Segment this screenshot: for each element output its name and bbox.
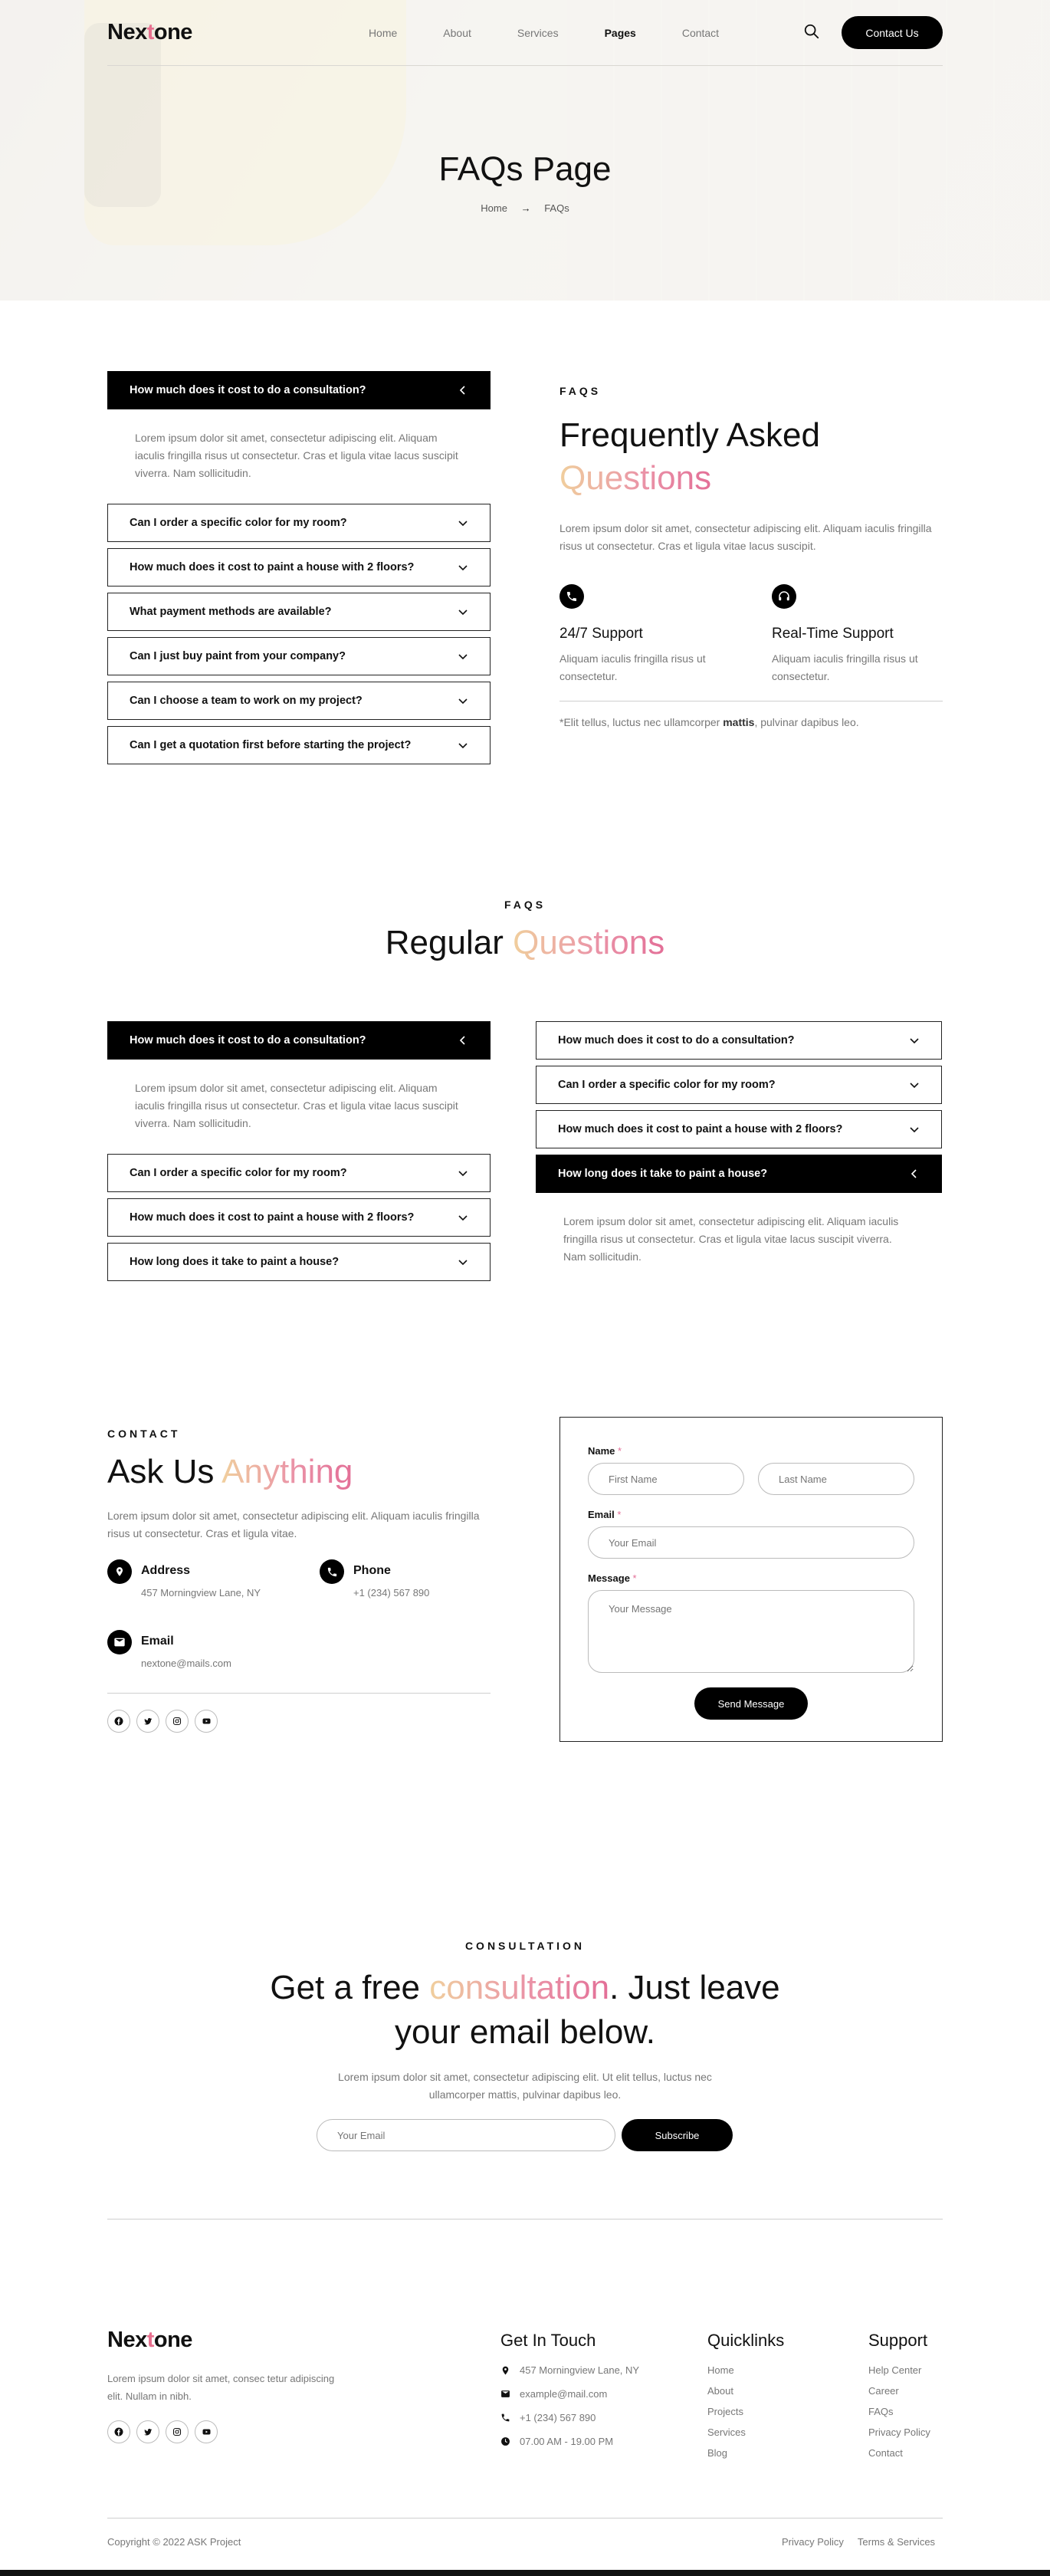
email-icon [500, 2389, 510, 2399]
accordion-answer: Lorem ipsum dolor sit amet, consectetur adipiscing elit. Aliquam iaculis fringilla risus ut consectetur. Cras et ligula vitae lacus suscipit viverra. Nam sollicitudin. [135, 432, 458, 479]
footer-link-faqs[interactable]: FAQs [868, 2406, 894, 2417]
page-title: FAQs Page [438, 150, 612, 188]
search-icon[interactable] [803, 23, 820, 40]
accordion-item[interactable]: Can I get a quotation first before starting the project? [107, 726, 491, 764]
phone-icon [500, 2413, 510, 2423]
contact-form [559, 1417, 943, 1742]
faq-accordion-left [107, 1021, 491, 1287]
faq-accordion-right [536, 1021, 942, 1287]
hero-banner [0, 0, 1050, 301]
section-eyebrow: CONTACT [107, 1428, 181, 1440]
footer-address: 457 Morningview Lane, NY [500, 2364, 669, 2376]
section-title: Frequently Asked Questions [559, 416, 820, 497]
chevron-down-icon [458, 1212, 468, 1223]
accordion-item[interactable]: How long does it take to paint a house? [107, 1243, 491, 1281]
footer-social-links [107, 2420, 337, 2443]
section-eyebrow: FAQS [504, 899, 546, 911]
footer-link-home[interactable]: Home [707, 2364, 734, 2376]
breadcrumb-home[interactable]: Home [481, 202, 507, 214]
youtube-icon[interactable] [195, 2420, 218, 2443]
section-eyebrow: CONSULTATION [464, 1940, 586, 1952]
first-name-input[interactable] [588, 1463, 744, 1495]
faq-section [0, 301, 1050, 899]
location-pin-icon [107, 1559, 132, 1584]
chevron-left-icon [458, 1035, 468, 1046]
footer-phone[interactable]: +1 (234) 567 890 [500, 2412, 669, 2423]
bottom-bar [0, 2570, 1050, 2576]
nav-services[interactable]: Services [517, 26, 559, 39]
contact-section: CONTACT Ask Us Anything Lorem ipsum dolor sit amet, consectetur adipiscing elit. Aliquam iaculis fringilla risus ut consectetur. Cras et ligula vitae. Address 457 Morningview Lane, NY Phone +1 (234) 567 890 Email nextone@mails.com Name * First Name Last Name Email * Your Email Message * Your Message Send Message [0, 1359, 1050, 1865]
footer-about: Lorem ipsum dolor sit amet, consec tetur adipiscing elit. Nullam in nibh. [107, 2373, 335, 2402]
footer-brand [107, 2328, 337, 2443]
footer-support: Support Help Center Career FAQs Privacy Policy Contact [868, 2331, 960, 2459]
chevron-down-icon [458, 740, 468, 751]
accordion-item[interactable]: How much does it cost to do a consultation? [536, 1021, 942, 1060]
email-input[interactable] [588, 1526, 914, 1559]
subscribe-form [317, 2119, 733, 2151]
chevron-left-icon [909, 1168, 920, 1179]
copyright: Copyright © 2022 ASK Project [107, 2536, 241, 2548]
accordion-item[interactable]: Can I order a specific color for my room? [107, 504, 491, 542]
chevron-down-icon [909, 1079, 920, 1090]
footer-legal-links [782, 2536, 935, 2548]
top-nav [107, 0, 943, 66]
divider [559, 701, 943, 702]
footer-link-privacy[interactable]: Privacy Policy [868, 2426, 930, 2438]
facebook-icon[interactable] [107, 2420, 130, 2443]
phone-icon [320, 1559, 344, 1584]
email-label: Email * [588, 1509, 622, 1520]
footer-link-projects[interactable]: Projects [707, 2406, 743, 2417]
message-label: Message * [588, 1572, 637, 1584]
accordion-item[interactable]: How much does it cost to paint a house with 2 floors? [107, 1198, 491, 1237]
subscribe-email-input[interactable] [317, 2119, 615, 2151]
accordion-answer: Lorem ipsum dolor sit amet, consectetur adipiscing elit. Aliquam iaculis fringilla risus ut consectetur. Cras et ligula vitae lacus suscipit viverra. Nam sollicitudin. [135, 1082, 458, 1129]
name-label: Name * [588, 1445, 622, 1457]
location-pin-icon [500, 2365, 510, 2376]
subscribe-button[interactable]: Subscribe [622, 2119, 733, 2151]
faq-intro [559, 385, 943, 731]
phone-icon [559, 584, 584, 609]
message-textarea[interactable] [588, 1590, 914, 1673]
chevron-down-icon [909, 1124, 920, 1135]
nav-menu [369, 27, 765, 39]
social-links [107, 1710, 218, 1733]
section-eyebrow: FAQS [559, 385, 602, 397]
footer [0, 2263, 1050, 2576]
section-title: Regular Questions [385, 924, 665, 961]
section-intro: Lorem ipsum dolor sit amet, consectetur adipiscing elit. Aliquam iaculis fringilla risus ut consectetur. Cras et ligula vitae lacus suscipit. [559, 522, 932, 552]
accordion-answer: Lorem ipsum dolor sit amet, consectetur adipiscing elit. Aliquam iaculis fringilla risus ut consectetur. Cras et ligula vitae lacus suscipit viverra. Nam sollicitudin. [563, 1215, 899, 1263]
faq-note: *Elit tellus, luctus nec ullamcorper mattis, pulvinar dapibus leo. [559, 716, 859, 728]
chevron-down-icon [458, 606, 468, 617]
footer-logo[interactable]: Nextone [107, 2328, 192, 2352]
twitter-icon[interactable] [136, 1710, 159, 1733]
section-title: Ask Us Anything [107, 1453, 353, 1490]
privacy-policy-link[interactable]: Privacy Policy [782, 2536, 844, 2548]
youtube-icon[interactable] [195, 1710, 218, 1733]
last-name-input[interactable] [758, 1463, 914, 1495]
footer-link-contact[interactable]: Contact [868, 2447, 903, 2459]
accordion-item[interactable]: How much does it cost to do a consultation? [107, 1021, 491, 1060]
faq-accordion [107, 371, 491, 770]
email-icon [107, 1630, 132, 1654]
contact-intro: Lorem ipsum dolor sit amet, consectetur adipiscing elit. Aliquam iaculis fringilla risus ut consectetur. Cras et ligula vitae. [107, 1510, 480, 1539]
instagram-icon[interactable] [166, 2420, 189, 2443]
contact-us-button[interactable]: Contact Us [842, 16, 943, 49]
footer-link-career[interactable]: Career [868, 2385, 899, 2397]
accordion-item[interactable]: How much does it cost to paint a house with 2 floors? [536, 1110, 942, 1148]
send-message-button[interactable]: Send Message [694, 1687, 808, 1720]
accordion-item[interactable]: How long does it take to paint a house? [536, 1155, 942, 1193]
clock-icon [500, 2436, 510, 2446]
breadcrumb [0, 202, 1050, 214]
accordion-item[interactable]: Can I choose a team to work on my project? [107, 682, 491, 720]
breadcrumb-current: FAQs [544, 202, 569, 214]
headset-icon [772, 584, 796, 609]
nav-contact[interactable]: Contact [681, 26, 720, 39]
arrow-right-icon: → [520, 202, 531, 214]
accordion-item[interactable]: How much does it cost to do a consultation? [107, 371, 491, 409]
chevron-left-icon [458, 385, 468, 396]
chevron-down-icon [458, 1257, 468, 1267]
section-title: Get a free consultation. Just leave your email below. [270, 1969, 780, 2051]
chevron-down-icon [458, 562, 468, 573]
feature-realtime: Real-Time Support Aliquam iaculis fringilla risus ut consectetur. [772, 584, 956, 685]
footer-get-in-touch: Get In Touch 457 Morningview Lane, NY example@mail.com +1 (234) 567 890 07.00 AM - 19.00 PM [500, 2331, 669, 2447]
divider [107, 1693, 491, 1694]
footer-link-services[interactable]: Services [707, 2426, 746, 2438]
twitter-icon[interactable] [136, 2420, 159, 2443]
chevron-down-icon [909, 1035, 920, 1046]
footer-link-help-center[interactable]: Help Center [868, 2364, 922, 2376]
nav-pages[interactable]: Pages [604, 26, 636, 39]
chevron-down-icon [458, 695, 468, 706]
chevron-down-icon [458, 651, 468, 662]
accordion-item[interactable]: Can I order a specific color for my room? [536, 1066, 942, 1104]
accordion-item[interactable]: Can I just buy paint from your company? [107, 637, 491, 675]
nav-home[interactable]: Home [368, 26, 398, 39]
regular-faq-section [0, 899, 1050, 1359]
footer-link-blog[interactable]: Blog [707, 2447, 728, 2459]
accordion-item[interactable]: Can I order a specific color for my room? [107, 1154, 491, 1192]
accordion-item[interactable]: What payment methods are available? [107, 593, 491, 631]
footer-quicklinks: Quicklinks Home About Projects Services Blog [707, 2331, 822, 2459]
instagram-icon[interactable] [166, 1710, 189, 1733]
logo[interactable]: Nextone [107, 20, 192, 44]
chevron-down-icon [458, 1168, 468, 1178]
footer-email[interactable]: example@mail.com [500, 2388, 669, 2400]
footer-hours: 07.00 AM - 19.00 PM [500, 2436, 669, 2447]
accordion-item[interactable]: How much does it cost to paint a house with 2 floors? [107, 548, 491, 586]
feature-support: 24/7 Support Aliquam iaculis fringilla risus ut consectetur. [559, 584, 743, 685]
consultation-section [0, 1865, 1050, 2263]
facebook-icon[interactable] [107, 1710, 130, 1733]
footer-link-about[interactable]: About [707, 2385, 733, 2397]
consultation-text: Lorem ipsum dolor sit amet, consectetur adipiscing elit. Ut elit tellus, luctus nec ullamcorper mattis, pulvinar dapibus leo. [338, 2071, 712, 2101]
terms-link[interactable]: Terms & Services [857, 2536, 936, 2548]
divider [107, 2219, 943, 2220]
nav-about[interactable]: About [443, 26, 471, 39]
chevron-down-icon [458, 518, 468, 528]
